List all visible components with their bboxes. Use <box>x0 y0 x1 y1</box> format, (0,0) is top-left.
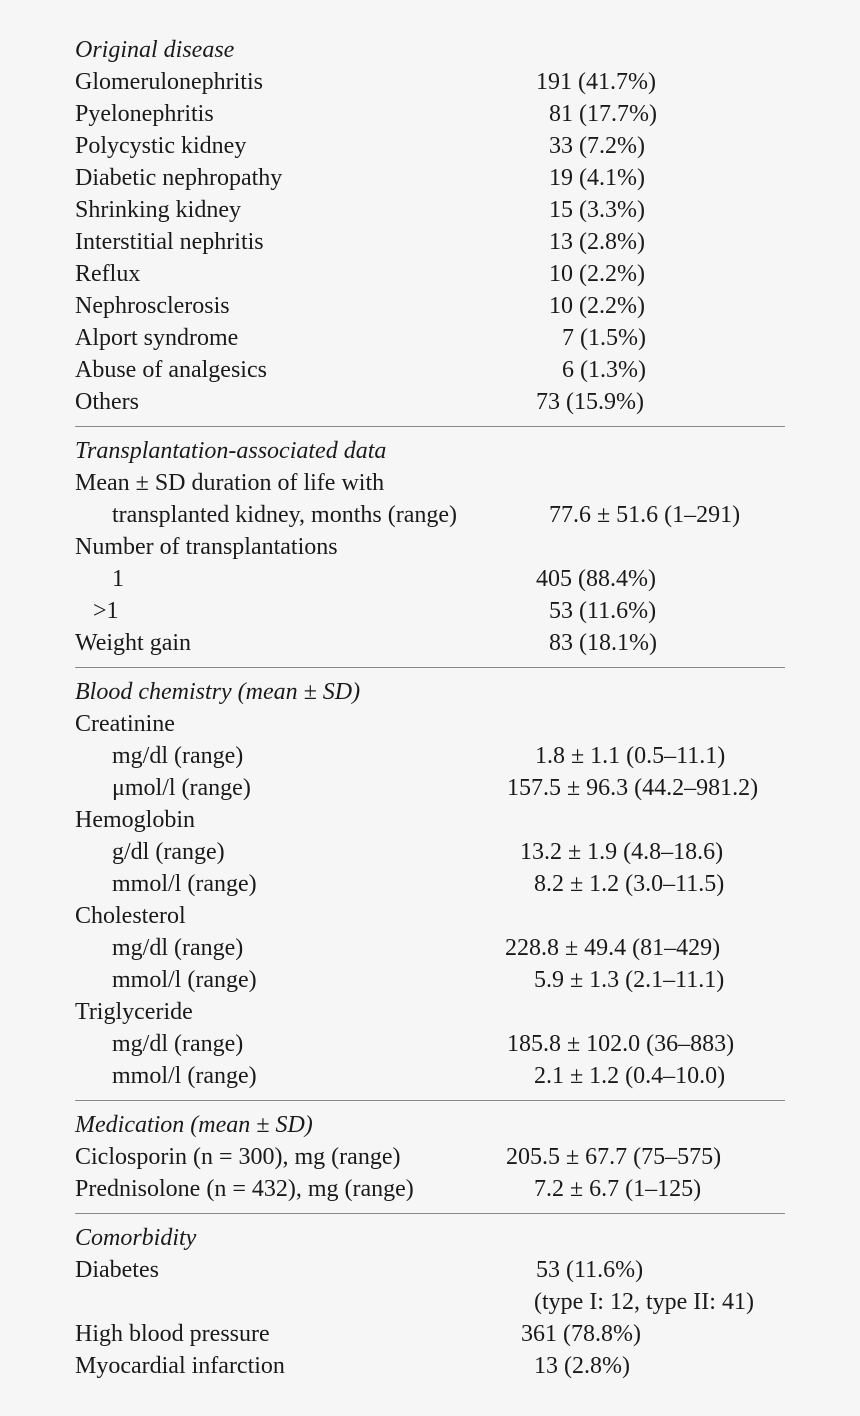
row-value: 33 (7.2%) <box>549 133 645 159</box>
row-label: Triglyceride <box>75 999 193 1025</box>
row-label: Myocardial infarction <box>75 1353 285 1379</box>
table-row <box>75 964 785 996</box>
table-row <box>75 354 785 386</box>
row-value: 5.9 ± 1.3 (2.1–11.1) <box>534 967 725 993</box>
table-row <box>75 130 785 162</box>
table-row <box>75 627 785 659</box>
table-row <box>75 740 785 772</box>
row-label: Cholesterol <box>75 903 186 929</box>
table-row <box>75 531 785 563</box>
table-row <box>75 804 785 836</box>
table-row <box>75 1254 785 1286</box>
table-row <box>75 98 785 130</box>
row-label: Weight gain <box>75 630 192 656</box>
section-heading <box>75 435 785 467</box>
table-row <box>75 1028 785 1060</box>
section-heading <box>75 1109 785 1141</box>
row-value: 13 (2.8%) <box>534 1353 630 1379</box>
table-row <box>75 1286 785 1318</box>
row-value: 53 (11.6%) <box>549 598 657 624</box>
row-label: g/dl (range) <box>112 839 225 865</box>
row-label: mmol/l (range) <box>112 967 257 993</box>
row-value: 10 (2.2%) <box>549 261 645 287</box>
row-label: Creatinine <box>75 711 175 737</box>
row-value: 7 (1.5%) <box>562 325 646 351</box>
row-value: 228.8 ± 49.4 (81–429) <box>505 935 721 961</box>
row-label: Shrinking kidney <box>75 197 241 223</box>
row-label: Nephrosclerosis <box>75 293 230 319</box>
section-medication <box>75 1109 785 1205</box>
row-label: 1 <box>112 566 124 592</box>
row-label: Ciclosporin (n = 300), mg (range) <box>75 1144 401 1170</box>
row-value: 405 (88.4%) <box>536 566 656 592</box>
row-label: Diabetic nephropathy <box>75 165 283 191</box>
table-row <box>75 1060 785 1092</box>
table-row <box>75 290 785 322</box>
row-label: >1 <box>93 598 119 624</box>
row-value: 83 (18.1%) <box>549 630 657 656</box>
row-value: 205.5 ± 67.7 (75–575) <box>506 1144 722 1170</box>
section-heading <box>75 1222 785 1254</box>
row-value: 77.6 ± 51.6 (1–291) <box>549 502 741 528</box>
section-divider <box>75 1100 785 1101</box>
table-row <box>75 595 785 627</box>
row-value: 157.5 ± 96.3 (44.2–981.2) <box>507 775 759 801</box>
row-label: Glomerulonephritis <box>75 69 263 95</box>
table-row <box>75 386 785 418</box>
row-label: mmol/l (range) <box>112 871 257 897</box>
table-row <box>75 322 785 354</box>
section-divider <box>75 426 785 427</box>
row-label: Hemoglobin <box>75 807 195 833</box>
row-value: 1.8 ± 1.1 (0.5–11.1) <box>535 743 726 769</box>
table-row <box>75 226 785 258</box>
row-label: Pyelonephritis <box>75 101 214 127</box>
section-heading-text: Medication (mean ± SD) <box>75 1112 313 1138</box>
section-blood-chemistry <box>75 676 785 1092</box>
row-value: 15 (3.3%) <box>549 197 645 223</box>
table-row <box>75 1318 785 1350</box>
row-value: 19 (4.1%) <box>549 165 645 191</box>
section-comorbidity <box>75 1222 785 1382</box>
section-heading <box>75 34 785 66</box>
row-label: mmol/l (range) <box>112 1063 257 1089</box>
row-label: Polycystic kidney <box>75 133 247 159</box>
row-value: 361 (78.8%) <box>521 1321 641 1347</box>
table-row <box>75 1350 785 1382</box>
row-label: Diabetes <box>75 1257 159 1283</box>
table-row <box>75 66 785 98</box>
table-row <box>75 1173 785 1205</box>
table-row <box>75 563 785 595</box>
row-label: mg/dl (range) <box>112 935 244 961</box>
table-row <box>75 932 785 964</box>
row-label: Number of transplantations <box>75 534 338 560</box>
section-original-disease <box>75 34 785 418</box>
section-heading-text: Original disease <box>75 37 235 63</box>
section-transplantation-data <box>75 435 785 659</box>
row-value: 73 (15.9%) <box>536 389 644 415</box>
table-row <box>75 836 785 868</box>
row-label: mg/dl (range) <box>112 743 244 769</box>
row-value: 53 (11.6%) <box>536 1257 644 1283</box>
row-label: High blood pressure <box>75 1321 270 1347</box>
row-value: 191 (41.7%) <box>536 69 656 95</box>
patient-characteristics-table <box>75 34 785 1382</box>
table-row <box>75 258 785 290</box>
row-label: Interstitial nephritis <box>75 229 264 255</box>
row-label: transplanted kidney, months (range) <box>112 502 458 528</box>
row-label: Mean ± SD duration of life with <box>75 470 385 496</box>
table-row <box>75 1141 785 1173</box>
table-row <box>75 194 785 226</box>
row-value: (type I: 12, type II: 41) <box>534 1289 754 1315</box>
row-label: Reflux <box>75 261 141 287</box>
row-value: 13 (2.8%) <box>549 229 645 255</box>
row-value: 10 (2.2%) <box>549 293 645 319</box>
table-row <box>75 996 785 1028</box>
section-heading-text: Comorbidity <box>75 1225 197 1251</box>
row-label: μmol/l (range) <box>112 775 251 801</box>
row-value: 185.8 ± 102.0 (36–883) <box>507 1031 735 1057</box>
row-label: Prednisolone (n = 432), mg (range) <box>75 1176 414 1202</box>
table-row <box>75 467 785 499</box>
row-value: 8.2 ± 1.2 (3.0–11.5) <box>534 871 725 897</box>
row-value: 6 (1.3%) <box>562 357 646 383</box>
table-row <box>75 772 785 804</box>
row-value: 7.2 ± 6.7 (1–125) <box>534 1176 702 1202</box>
table-row <box>75 900 785 932</box>
row-value: 2.1 ± 1.2 (0.4–10.0) <box>534 1063 726 1089</box>
section-divider <box>75 667 785 668</box>
table-row <box>75 162 785 194</box>
row-label: Alport syndrome <box>75 325 239 351</box>
section-heading <box>75 676 785 708</box>
row-label: mg/dl (range) <box>112 1031 244 1057</box>
table-row <box>75 868 785 900</box>
section-divider <box>75 1213 785 1214</box>
table-row <box>75 499 785 531</box>
row-label: Others <box>75 389 139 415</box>
section-heading-text: Transplantation-associated data <box>75 438 387 464</box>
row-value: 81 (17.7%) <box>549 101 657 127</box>
row-label: Abuse of analgesics <box>75 357 267 383</box>
row-value: 13.2 ± 1.9 (4.8–18.6) <box>520 839 724 865</box>
table-row <box>75 708 785 740</box>
section-heading-text: Blood chemistry (mean ± SD) <box>75 679 361 705</box>
